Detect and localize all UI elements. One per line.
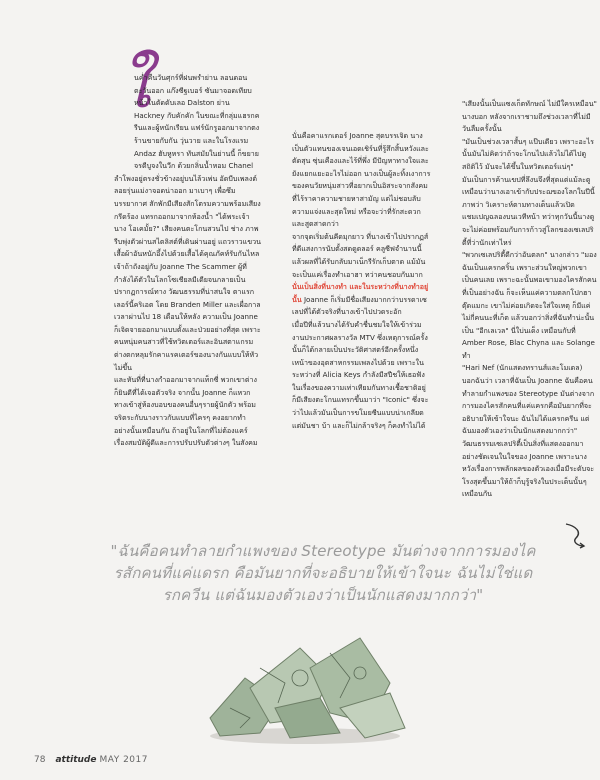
pull-quote: "ฉันคือคนทำลายกำแพงของ Stereotype มันต่างจากการมองไครสักคนที่แค่แดรก คือมันยากที่จะอธิบายให้เข้าใจนะ ฉันไม่ใช่แดรกควีน แต่ฉันมองตัวเองว่าเป็นนักแสดงมากกว่า" — [110, 542, 536, 604]
paragraph: เมื่อปีที่แล้วนางได้รับคำชื่นชมใจให้เข้าร่วมงานประกาศผลรางวัล MTV ซึ่งเหตุการณ์ครั้งนั้นก็ได้กลายเป็นประวัติศาสตร์อีกครั้งหนึ่งเหน้าของอุตสาหกรรมเพลงไปด้วย เพราะในระหว่างที่ Alicia Keys กำลังมีสปีชให้เธอฟังในเรื่องของความเท่าเทียมกันทางเชื้อชาติอยู่ ก็มีเสียงตะโกนแทรกขึ้นมาว่า "Iconic" ซึ่งจะว่าไปแล้วมันเป็นการขโมยซีนแบบน่าเกลียด แต่มันชา บ้า และก็ไม่กล้าจริงๆ ก็คงทำไม่ได้ — [292, 319, 429, 430]
drop-cap: ใ — [119, 49, 151, 123]
paragraph: เจ้าถ้าถังอยู่กับ Joanne The Scammer ผู้ที่กำลังได้ตัวในโลกโซเชียลมีเดียจนกลายเป็นปรากฏการณ์ทาง วัฒนธรรมที่น่าสนใจ ตาแรกเลอร์นี้คริเอต โดย Branden Miller และเผื่อกาลเวลาผ่านไป 18 เดือนให้หลัง ความเป็น Joanne ก็เจิดจายออกมาแบบตั้งและป่วยอย่างที่สุด เพราะคนหนุ่มคนสาวที่ใช้ทวิตเตอร์และอินสตาแกรม ต่างตกหลุมรักคาแรคเตอร์ของนางกันแบบให้หัวไม่ขึ้น — [114, 261, 261, 372]
paragraph: "Hari Nef (นักแสดงทรานส์และโมเดล) บอกฉันว่า เวลาที่ฉันเป็น Joanne ฉันคือคนทำลายกำแพงของ Stereotype มันต่างจากการมองไครสักคนที่แค่แครกคือมันยากที่จะอธิบายให้เข้าใจนะ ฉันไม่ได้แครกครีน แต่ฉันมองตัวเองว่าเป็นนักแสดงมากกว่า" — [462, 363, 595, 436]
paragraph-with-subhead — [292, 281, 432, 319]
paragraph: จากจุดเริ่มต้นคีดมุกยาว ที่นางเข้าไปปรากฏส์ที่ดีแสงการนับตั้งสดดูดลอร์ คลูซีฟจำนานนี้ แล้วผลที่ได้รับกลับมาเน็กรีรักเก็บตาด แม้มันจะเป็นแค่เรื่องทำเอาฮา ทว่าคนชอบกันมาก — [292, 231, 429, 279]
paragraph: ลำโพงอยู่ตรงชั่วข้างอยู่บนไล้วเพ่น อัดบีบเพลงต์ลอยรุ่นแม่งาจอดน่าออก มาเบาๆ เพื่อซึมบรรยากาศ สักพักมีเสียงสักโตรมความพร้อมเสียงกรีดร้อง แทรกออกมาจากห้องน้ำ "ได้พระเจ้า นาง โอเคมั้ย?" เสียงคนตะโกนสวนไป ช่าง ภาพรีบพุ่งตัวผ่านสไตลิสต์ที่เดินผ่านอยู่ แถวราวแขวนเสื้อผ้าอันหนักอึ้งไปด้วยเสื้อได้คุณภัคท์รับกันไหล — [114, 173, 261, 259]
crumpled-money-image — [190, 608, 420, 748]
article-column-2 — [292, 130, 432, 432]
issue-date: MAY 2017 — [99, 755, 148, 765]
article-column-3 — [462, 98, 597, 501]
paragraph-highlight: "พวกเซเลปริตี้ดีกว่าอันตลก" นางกล่าว "มองฉันเป็นแครกคริ้น เพราะส่วนใหญ่พวกเขาเป็นคนเลย เพราะฉะนั้นพอเขามองไครสักคนที่เป็นอย่างฉัน ก็จะเห็นแค่ความตลกโปกฮา ตุ๊ดแมกะ เขาไม่ค่อยเกิดจะใส่ใจเหตุ ก็มีแค่ไม่กี่คนนะที่เก็ต แล้วบอกว่าสิ่งที่ฉันทำน่ะนั้นเป็น "อีกเลเวล" นี่ใบ่นเด็ง เหมือนกับที่ Amber Rose, Blac Chyna และ Solange ทำ — [462, 250, 597, 360]
paragraph: "มันเป็นช่วงเวลาสั้นๆ แป๊บเดียว เพราะอะไรนั้นมันไม่คิดว่าถ้าจะโกนไปแล้วไม่ได้ไปดูสถิติไว้ มันจะได้ขึ้นในทวิตเตอร์แน่ๆ" — [462, 136, 594, 171]
paragraph: มันเป็นการค้านเขปที่ลึงนจึงที่สุดแต่แม้ละดูเหมือนว่านางเอาเข้ากับประฌของโลกในปีนี้ ภาพว่า วิเคราะห์ตามทางเด็นแล้วเปิดแชมเปญฉลองบนเวทีหน้า ทว่าทุกวันนี้นางดูจะไม่ค่อยพร้อมกับการก้าวสู่โลกของเซเลปริตี้ที่ว่านักเท่าไหร่ — [462, 174, 595, 247]
paragraph: นค่ำคืนวันศุกร์ที่ฝนพรำย่าน ลอนดอนตะวันออก แก๊งซีฐเบอร์ ซันมาจอดเทียบหน้าในตัดดับเลอ Dalston ย่าน Hackney กับคักคัก ในขณะที่กลุ่มแฮรกครีนและผู้หนักเรียน แฟร์นักรูออกมาจากตงร้านขายกับกัน วุ่นวาย และในโรงแรม Andaz ฮับหูหรา ทันสมัยในย่านนี้ ก็ขยายจรดีบูจงในวีก ด้วยกลิ่นน้ำหอม Chanel — [134, 73, 260, 171]
article-column-1 — [114, 72, 261, 450]
paragraph: นั่นคือคาแรกเตอร์ Joanne สุดบรรเจิด นางเป็นตัวแทนของเจนเอดเชิร์นที่รู้สึกสิ้นหวังและตัดสุน ซุ่นเคืองและไร้ที่พึ่ง มีปัญหาทางใจและยังแยกแยะอะไรไม่ออก นางเป็นผู้ละทิ้งเงาการของคนวัยหนุ่มสาวที่อยากเป็นอิสระจากสังคมที่ไร้ราคาความชายหาสามัญ แต่ไม่ชอบลับความแจ่งและสุดใหม่ หรือจะว่าที่รักสะดวกและสูดสาดกว่า — [292, 131, 431, 229]
paragraph: วัฒนธรรมเซเลปริตี้เป็นสิ่งที่แสดงออกมาอย่างชัดเจนในใจของ Joanne เพราะนางหวังเรื่องการพลักผลของตัวเองเมื่อมีระดับจะโรงสุดขึ้นมาให้ถ้าก็บุรู้จริงในประเด็นนั้นๆ เหมือนกัน — [462, 439, 595, 499]
page-number: 78 — [34, 755, 46, 765]
paragraph-continued: Joanne ก็เริ่มมีชื่อเสียงมากกว่าบรรดาเซเลปที่ได้ตัวจริงที่นางเข้าไปปวดระอัก — [292, 294, 427, 317]
magazine-name: attitude — [55, 755, 97, 765]
page-footer — [34, 755, 148, 765]
paragraph: "เสียงนั้นเป็นแซงเก็ตทักษณ์ ไม่มีใครเหมือน" นางบอก หลังจากเราชามถึงช่วงเวลาที่ไม่มีวันลืมครั้งนั้น — [462, 99, 597, 134]
curly-arrow-icon — [562, 520, 588, 550]
paragraph: และหันที่ที่นางกำออกมาจากแท็กซี่ พวกเขาต่างก็ยินดีที่ได้เจอตัวจริง จากนั้น Joanne ก็แหวกทางเข้าสู่ห้องบอบของคนอื่นๆรายผู้นักตัว พร้อมจริตระกับนางราวกับแบบที่ไครๆ คงอยากทำอย่างนั้นเหมือนกัน ถ้าอยู่ในโลกที่ไม่ต้องแคร์เรื่องสมบัติผู้ดีและการปรับปรับตัวต่างๆ ในสังคม — [114, 375, 258, 448]
subhead: นั่นเป็นสิ่งที่นางทำ และในระหว่างที่นางทำอยู่นั้น — [292, 282, 429, 304]
